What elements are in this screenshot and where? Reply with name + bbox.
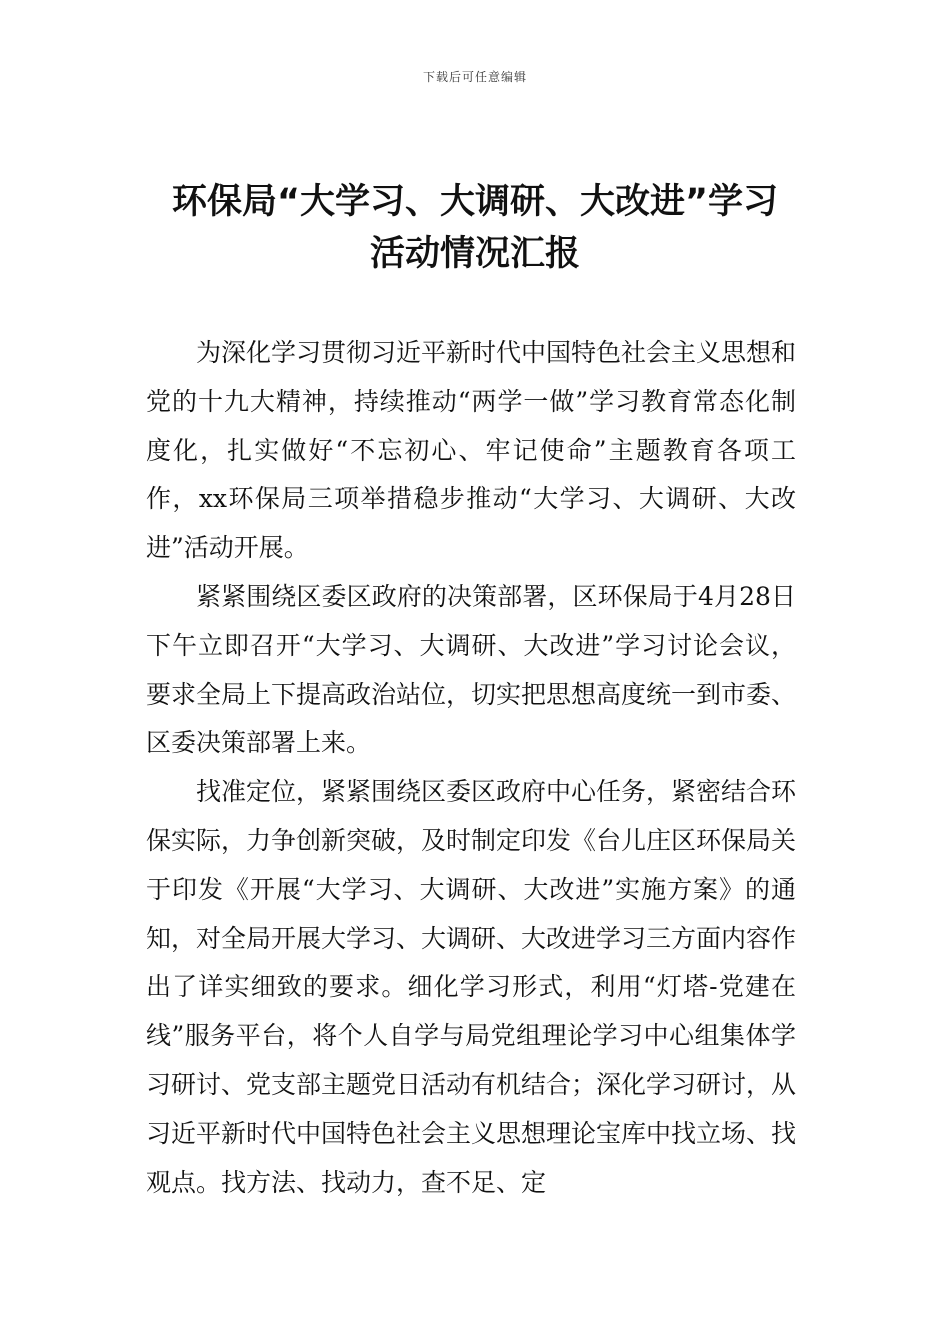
document-body	[146, 329, 796, 1207]
document-title	[140, 176, 810, 280]
paragraph-intro: 为深化学习贯彻习近平新时代中国特色社会主义思想和党的十九大精神，持续推动“两学一做”学习教育常态化制度化，扎实做好“不忘初心、牢记使命”主题教育各项工作，xx环保局三项举措稳步推动“大学习、大调研、大改进”活动开展。	[146, 338, 797, 563]
paragraph-meeting: 紧紧围绕区委区政府的决策部署，区环保局于4月28日下午立即召开“大学习、大调研、大改进”学习讨论会议，要求全局上下提高政治站位，切实把思想高度统一到市委、区委决策部署上来。	[146, 581, 797, 758]
document-title-line-2: 活动情况汇报	[369, 234, 580, 274]
page-header-note: 下载后可任意编辑	[422, 70, 527, 84]
document-title-line-1: 环保局“大学习、大调研、大改进”学习	[171, 182, 778, 222]
paragraph-positioning: 找准定位，紧紧围绕区委区政府中心任务，紧密结合环保实际，力争创新突破，及时制定印发《台儿庄区环保局关于印发《开展“大学习、大调研、大改进”实施方案》的通知，对全局开展大学习、大调研、大改进学习三方面内容作出了详实细致的要求。细化学习形式，利用“灯塔-党建在线”服务平台，将个人自学与局党组理论学习中心组集体学习研讨、党支部主题党日活动有机结合；深化学习研讨，从习近平新时代中国特色社会主义思想理论宝库中找立场、找观点。找方法、找动力，查不足、定	[146, 777, 797, 1197]
